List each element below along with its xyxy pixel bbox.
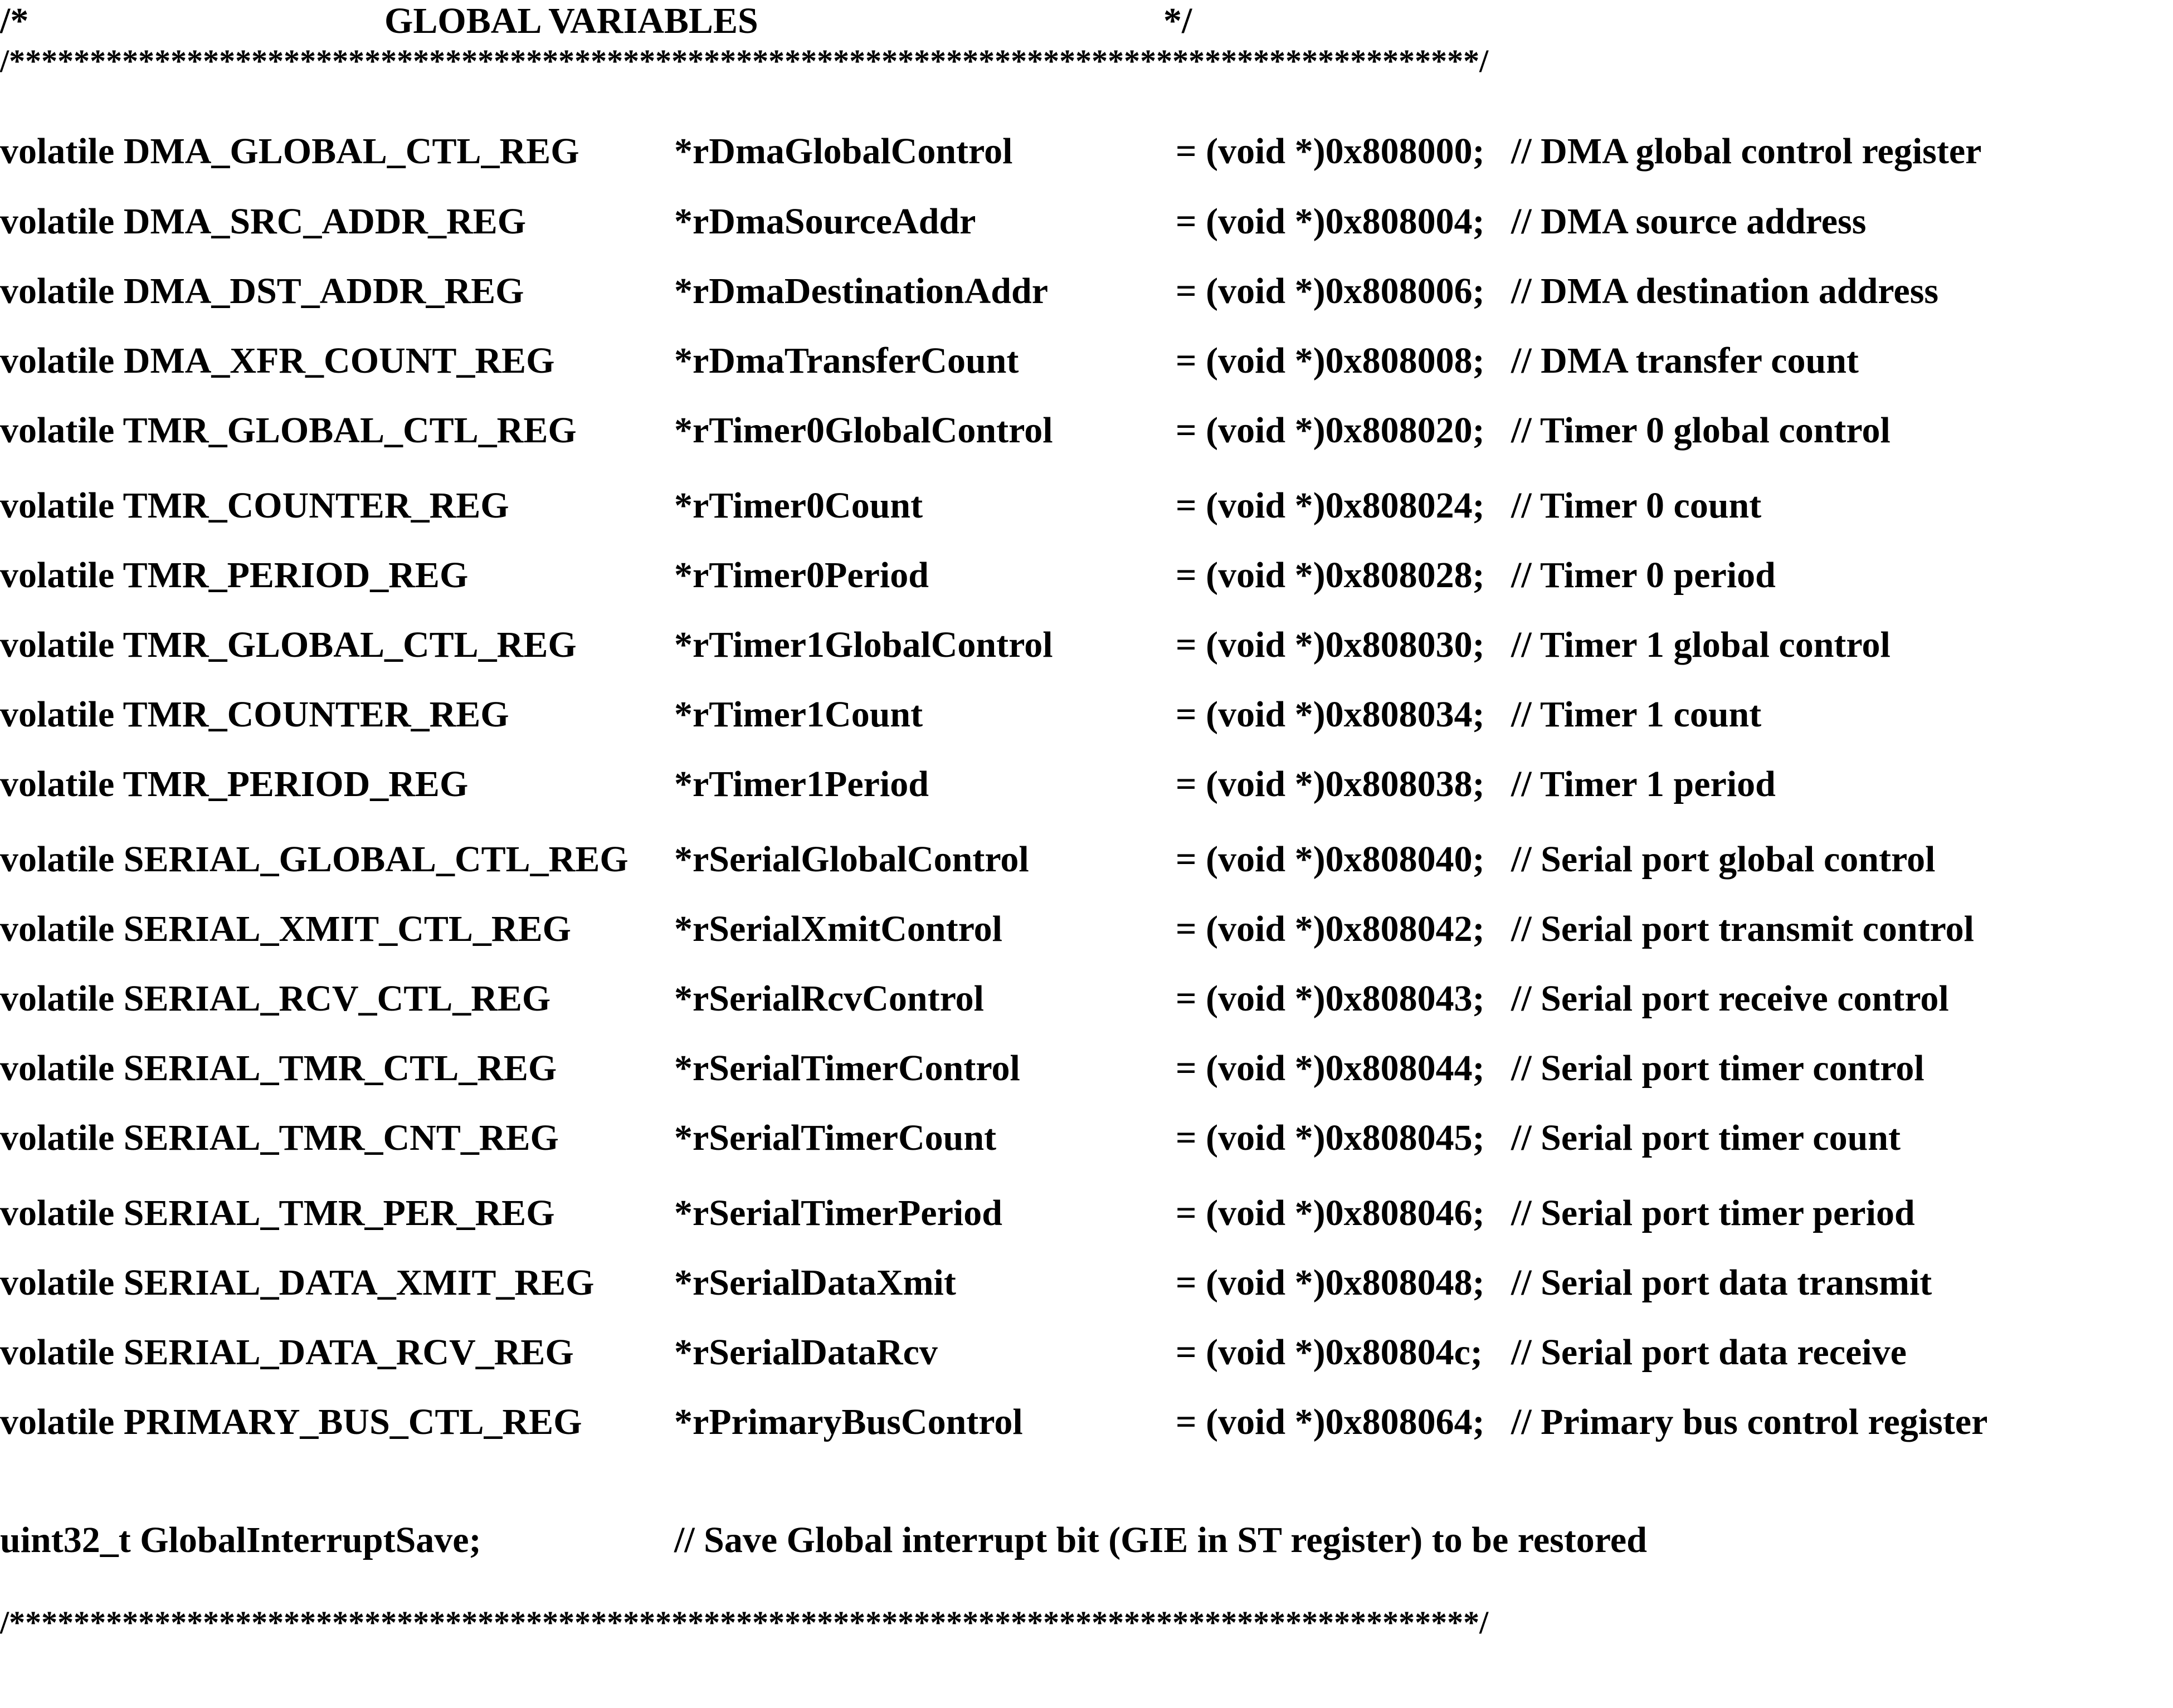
declaration-address: = (void *)0x808030; [1176, 624, 1485, 665]
declaration-comment: // Serial port timer period [1511, 1193, 1915, 1233]
declaration-comment: // DMA transfer count [1511, 340, 1859, 381]
declaration-type: volatile DMA_XFR_COUNT_REG [0, 340, 555, 381]
declaration-type: volatile TMR_PERIOD_REG [0, 555, 469, 596]
declaration-comment: // Timer 1 period [1511, 764, 1776, 804]
declaration-name: *rSerialTimerPeriod [674, 1193, 1002, 1233]
declaration-comment: // DMA global control register [1511, 131, 1982, 172]
declaration-name: *rTimer1Count [674, 694, 923, 735]
declaration-address: = (void *)0x808045; [1176, 1117, 1485, 1158]
declaration-comment: // Timer 0 period [1511, 555, 1776, 596]
declaration-name: *rSerialTimerControl [674, 1048, 1020, 1089]
declaration-address: = (void *)0x808004; [1176, 201, 1485, 242]
declaration-type: volatile PRIMARY_BUS_CTL_REG [0, 1402, 582, 1442]
declaration-address: = (void *)0x808000; [1176, 131, 1485, 172]
declaration-name: *rDmaTransferCount [674, 340, 1019, 381]
declaration-name: *rDmaSourceAddr [674, 201, 976, 242]
declaration-type: volatile SERIAL_TMR_CTL_REG [0, 1048, 557, 1089]
declaration-type: volatile TMR_PERIOD_REG [0, 764, 469, 804]
declaration-name: *rSerialRcvControl [674, 978, 985, 1019]
declaration-comment: // DMA destination address [1511, 271, 1939, 311]
interrupt-save-declaration: uint32_t GlobalInterruptSave; [0, 1520, 481, 1560]
declaration-address: = (void *)0x808046; [1176, 1193, 1485, 1233]
declaration-comment: // Serial port receive control [1511, 978, 1949, 1019]
top-rule: /*******************************************************************************************/ [0, 43, 1489, 79]
declaration-name: *rTimer0GlobalControl [674, 410, 1053, 451]
declaration-name: *rSerialXmitControl [674, 909, 1003, 949]
section-title: GLOBAL VARIABLES [384, 1, 758, 41]
declaration-comment: // Serial port data receive [1511, 1332, 1907, 1373]
declaration-address: = (void *)0x808064; [1176, 1402, 1485, 1442]
declaration-name: *rPrimaryBusControl [674, 1402, 1023, 1442]
declaration-name: *rSerialTimerCount [674, 1117, 997, 1158]
declaration-type: volatile SERIAL_XMIT_CTL_REG [0, 909, 571, 949]
declaration-type: volatile SERIAL_DATA_XMIT_REG [0, 1262, 595, 1303]
declaration-name: *rTimer1GlobalControl [674, 624, 1053, 665]
declaration-type: volatile TMR_COUNTER_REG [0, 694, 509, 735]
comment-open: /* [0, 1, 29, 41]
declaration-type: volatile SERIAL_GLOBAL_CTL_REG [0, 839, 628, 880]
declaration-name: *rDmaDestinationAddr [674, 271, 1048, 311]
declaration-comment: // Timer 0 count [1511, 485, 1762, 526]
declaration-comment: // Serial port data transmit [1511, 1262, 1932, 1303]
declaration-comment: // Timer 1 count [1511, 694, 1762, 735]
declaration-address: = (void *)0x808042; [1176, 909, 1485, 949]
declaration-type: volatile SERIAL_RCV_CTL_REG [0, 978, 551, 1019]
declaration-address: = (void *)0x808024; [1176, 485, 1485, 526]
declaration-address: = (void *)0x80804c; [1176, 1332, 1483, 1373]
declaration-name: *rDmaGlobalControl [674, 131, 1013, 172]
declaration-type: volatile SERIAL_TMR_PER_REG [0, 1193, 555, 1233]
declaration-address: = (void *)0x808020; [1176, 410, 1485, 451]
declaration-address: = (void *)0x808043; [1176, 978, 1485, 1019]
declaration-comment: // Serial port transmit control [1511, 909, 1974, 949]
declaration-comment: // Serial port timer control [1511, 1048, 1924, 1089]
declaration-comment: // Primary bus control register [1511, 1402, 1988, 1442]
declaration-type: volatile SERIAL_TMR_CNT_REG [0, 1117, 559, 1158]
declaration-type: volatile DMA_GLOBAL_CTL_REG [0, 131, 579, 172]
interrupt-save-comment: // Save Global interrupt bit (GIE in ST register) to be restored [674, 1520, 1647, 1560]
declaration-address: = (void *)0x808038; [1176, 764, 1485, 804]
declaration-address: = (void *)0x808034; [1176, 694, 1485, 735]
declaration-type: volatile TMR_COUNTER_REG [0, 485, 509, 526]
declaration-comment: // Serial port global control [1511, 839, 1936, 880]
declaration-comment: // Timer 1 global control [1511, 624, 1891, 665]
declaration-comment: // Serial port timer count [1511, 1117, 1901, 1158]
declaration-type: volatile DMA_SRC_ADDR_REG [0, 201, 527, 242]
bottom-rule: /*******************************************************************************************/ [0, 1604, 1489, 1641]
declaration-comment: // Timer 0 global control [1511, 410, 1891, 451]
declaration-type: volatile TMR_GLOBAL_CTL_REG [0, 624, 577, 665]
declaration-name: *rTimer1Period [674, 764, 929, 804]
declaration-type: volatile SERIAL_DATA_RCV_REG [0, 1332, 574, 1373]
declaration-name: *rSerialDataXmit [674, 1262, 956, 1303]
declaration-comment: // DMA source address [1511, 201, 1867, 242]
declaration-address: = (void *)0x808028; [1176, 555, 1485, 596]
declaration-address: = (void *)0x808008; [1176, 340, 1485, 381]
declaration-address: = (void *)0x808048; [1176, 1262, 1485, 1303]
declaration-address: = (void *)0x808040; [1176, 839, 1485, 880]
declaration-name: *rSerialGlobalControl [674, 839, 1029, 880]
comment-close: */ [1163, 1, 1192, 41]
declaration-type: volatile DMA_DST_ADDR_REG [0, 271, 524, 311]
declaration-name: *rTimer0Count [674, 485, 923, 526]
declaration-address: = (void *)0x808044; [1176, 1048, 1485, 1089]
declaration-name: *rTimer0Period [674, 555, 929, 596]
declaration-address: = (void *)0x808006; [1176, 271, 1485, 311]
declaration-type: volatile TMR_GLOBAL_CTL_REG [0, 410, 577, 451]
declaration-name: *rSerialDataRcv [674, 1332, 938, 1373]
